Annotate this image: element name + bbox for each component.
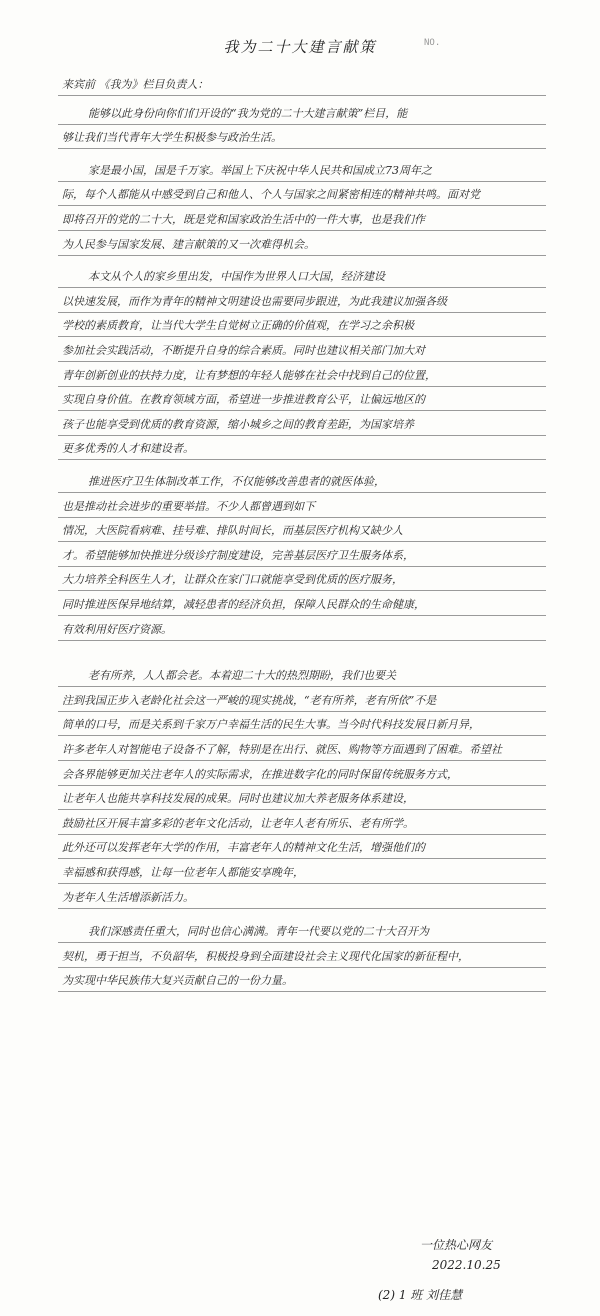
ruled-line [58,590,546,591]
ruled-line [58,124,546,125]
ruled-line [58,386,546,387]
paragraph-3-line: 孩子也能享受到优质的教育资源，缩小城乡之间的教育差距，为国家培养 [62,417,414,431]
ruled-line [58,541,546,542]
ruled-line [58,148,546,149]
paragraph-6-line: 契机，勇于担当，不负韶华，积极投身到全面建设社会主义现代化国家的新征程中， [62,949,469,963]
paragraph-2-line: 即将召开的党的二十大，既是党和国家政治生活中的一件大事，也是我们作 [62,213,425,226]
signature: 一位热心网友 [420,1238,493,1252]
ruled-line [58,517,546,518]
paragraph-4-line: 同时推进医保异地结算，减轻患者的经济负担，保障人民群众的生命健康， [62,598,425,611]
ruled-line [58,230,546,231]
paragraph-2-line: 为人民参与国家发展、建言献策的又一次难得机会。 [62,237,315,251]
ruled-line [58,205,546,206]
paragraph-3-line: 更多优秀的人才和建设者。 [62,442,194,456]
paragraph-5-line: 此外还可以发挥老年大学的作用，丰富老年人的精神文化生活，增强他们的 [62,841,425,855]
paragraph-6-line: 我们深感责任重大，同时也信心满满。青年一代要以党的二十大召开为 [88,925,429,939]
ruled-line [58,908,546,909]
ruled-line [58,735,546,736]
author-class-note: (2) 1 班 刘佳慧 [378,1288,463,1302]
paragraph-2-line: 家是最小国，国是千万家。举国上下庆祝中华人民共和国成立73周年之 [88,163,432,177]
paragraph-4-line: 也是推动社会进步的重要举措。不少人都曾遇到如下 [62,499,315,513]
ruled-line [58,287,546,288]
paragraph-5-line: 让老年人也能共享科技发展的成果。同时也建议加大养老服务体系建设， [62,792,414,806]
ruled-line [58,834,546,835]
ruled-line [58,361,546,362]
paragraph-3-line: 以快速发展，而作为青年的精神文明建设也需要同步跟进，为此我建议加强各级 [62,294,447,308]
ruled-line [58,566,546,567]
paragraph-5-line: 注到我国正步入老龄化社会这一严峻的现实挑战，“老有所养，老有所依”不是 [62,693,437,707]
ruled-line [58,615,546,616]
ruled-line [58,991,546,992]
ruled-line [58,686,546,687]
ruled-line [58,711,546,712]
ruled-line [58,459,546,460]
ruled-line [58,336,546,337]
paragraph-5-line: 许多老年人对智能电子设备不了解，特别是在出行、就医、购物等方面遇到了困难。希望社 [62,743,502,756]
ruled-line [58,785,546,786]
paragraph-4-line: 大力培养全科医生人才，让群众在家门口就能享受到优质的医疗服务， [62,573,403,587]
ruled-line [58,255,546,256]
ruled-line [58,967,546,968]
greeting-line: 来宾前 《我为》栏目负责人： [62,78,209,91]
ruled-line [58,435,546,436]
ruled-line [58,942,546,943]
letter-title: 我为二十大建言献策 [223,38,377,56]
paragraph-3-line: 青年创新创业的扶持力度，让有梦想的年轻人能够在社会中找到自己的位置， [62,368,436,382]
paragraph-1-line: 能够以此身份向你们们开设的“我为党的二十大建言献策”栏目，能 [88,106,408,120]
paragraph-3-line: 本文从个人的家乡里出发，中国作为世界人口大国，经济建设 [88,270,385,284]
ruled-line [58,858,546,859]
paragraph-4-line: 情况，大医院看病难、挂号难、排队时间长，而基层医疗机构又缺少人 [62,524,403,538]
ruled-line [58,809,546,810]
paragraph-4-line: 才。希望能够加快推进分级诊疗制度建设，完善基层医疗卫生服务体系， [62,548,414,562]
paragraph-3-line: 参加社会实践活动，不断提升自身的综合素质。同时也建议相关部门加大对 [62,344,425,357]
paragraph-2-line: 际，每个人都能从中感受到自己和他人、个人与国家之间紧密相连的精神共鸣。面对党 [62,188,480,202]
ruled-line [58,492,546,493]
paragraph-3-line: 学校的素质教育，让当代大学生自觉树立正确的价值观，在学习之余积极 [62,319,414,333]
ruled-line [58,410,546,411]
paragraph-4-line: 有效利用好医疗资源。 [62,622,172,636]
ruled-line [58,640,546,641]
paragraph-5-line: 鼓励社区开展丰富多彩的老年文化活动，让老年人老有所乐、老有所学。 [62,816,414,830]
page-number-stamp: NO. [424,38,441,48]
paragraph-6-line: 为实现中华民族伟大复兴贡献自己的一份力量。 [62,974,293,988]
paragraph-5-line: 为老年人生活增添新活力。 [62,890,194,904]
paragraph-4-line: 推进医疗卫生体制改革工作，不仅能够改善患者的就医体验， [88,475,385,488]
paragraph-5-line: 简单的口号，而是关系到千家万户幸福生活的民生大事。当今时代科技发展日新月异， [62,718,480,732]
ruled-line [58,181,546,182]
ruled-line [58,312,546,313]
paragraph-5-line: 老有所养，人人都会老。本着迎二十大的热烈期盼，我们也要关 [88,669,396,683]
ruled-line [58,883,546,884]
ruled-line [58,760,546,761]
paragraph-3-line: 实现自身价值。在教育领域方面，希望进一步推进教育公平，让偏远地区的 [62,393,425,407]
date: 2022.10.25 [432,1258,501,1272]
paragraph-1-line: 够让我们当代青年大学生积极参与政治生活。 [62,131,282,145]
paragraph-5-line: 会各界能够更加关注老年人的实际需求，在推进数字化的同时保留传统服务方式， [62,767,458,781]
paragraph-5-line: 幸福感和获得感，让每一位老年人都能安享晚年， [62,866,304,879]
ruled-line [58,95,546,96]
